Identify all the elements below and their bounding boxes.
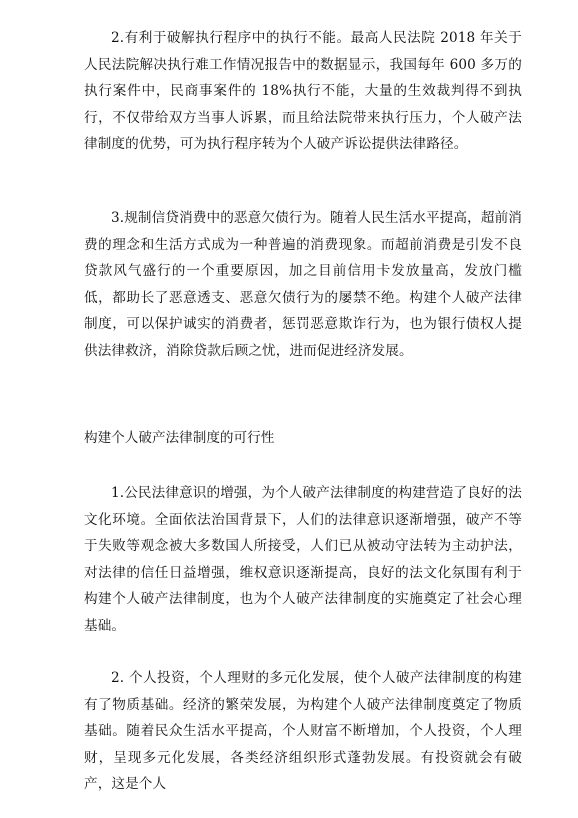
paragraph-malicious-debt: 3.规制信贷消费中的恶意欠债行为。随着人民生活水平提高，超前消费的理念和生活方式成为一种普遍的消费现象。而超前消费是引发不良贷款风气盛行的一个重要原因，加之目前信用卡发放量高，发放门槛低，都助长了恶意透支、恶意欠债行为的屡禁不绝。构建个人破产法律制度，可以保护诚实的消费者，惩罚恶意欺诈行为，也为银行债权人提供法律救济，消除贷款后顾之忧，进而促进经济发展。 [84, 210, 522, 359]
section-heading-feasibility: 构建个人破产法律制度的可行性 [84, 430, 275, 446]
paragraph-personal-investment: 2. 个人投资，个人理财的多元化发展，使个人破产法律制度的构建有了物质基础。经济的繁荣发展，为构建个人破产法律制度奠定了物质基础。随着民众生活水平提高，个人财富不断增加，个人投资，个人理财，呈现多元化发展，各类经济组织形式蓬勃发展。有投资就会有破产，这是个人 [84, 670, 522, 793]
paragraph-legal-awareness: 1.公民法律意识的增强，为个人破产法律制度的构建营造了良好的法文化环境。全面依法治国背景下，人们的法律意识逐渐增强，破产不等于失败等观念被大多数国人所接受，人们已从被动守法转为主动护法，对法律的信任日益增强，维权意识逐渐提高，良好的法文化氛围有利于构建个人破产法律制度，也为个人破产法律制度的实施奠定了社会心理基础。 [84, 485, 522, 634]
paragraph-execution-inability: 2.有利于破解执行程序中的执行不能。最高人民法院 2018 年关于人民法院解决执行难工作情况报告中的数据显示，我国每年 600 多万的执行案件中，民商事案件的 18%执行不能，大量的生效裁判得不到执行，不仅带给双方当事人诉累，而且给法院带来执行压力，个人破产法律制度的优势，可为执行程序转为个人破产诉讼提供法律路径。 [84, 30, 522, 153]
